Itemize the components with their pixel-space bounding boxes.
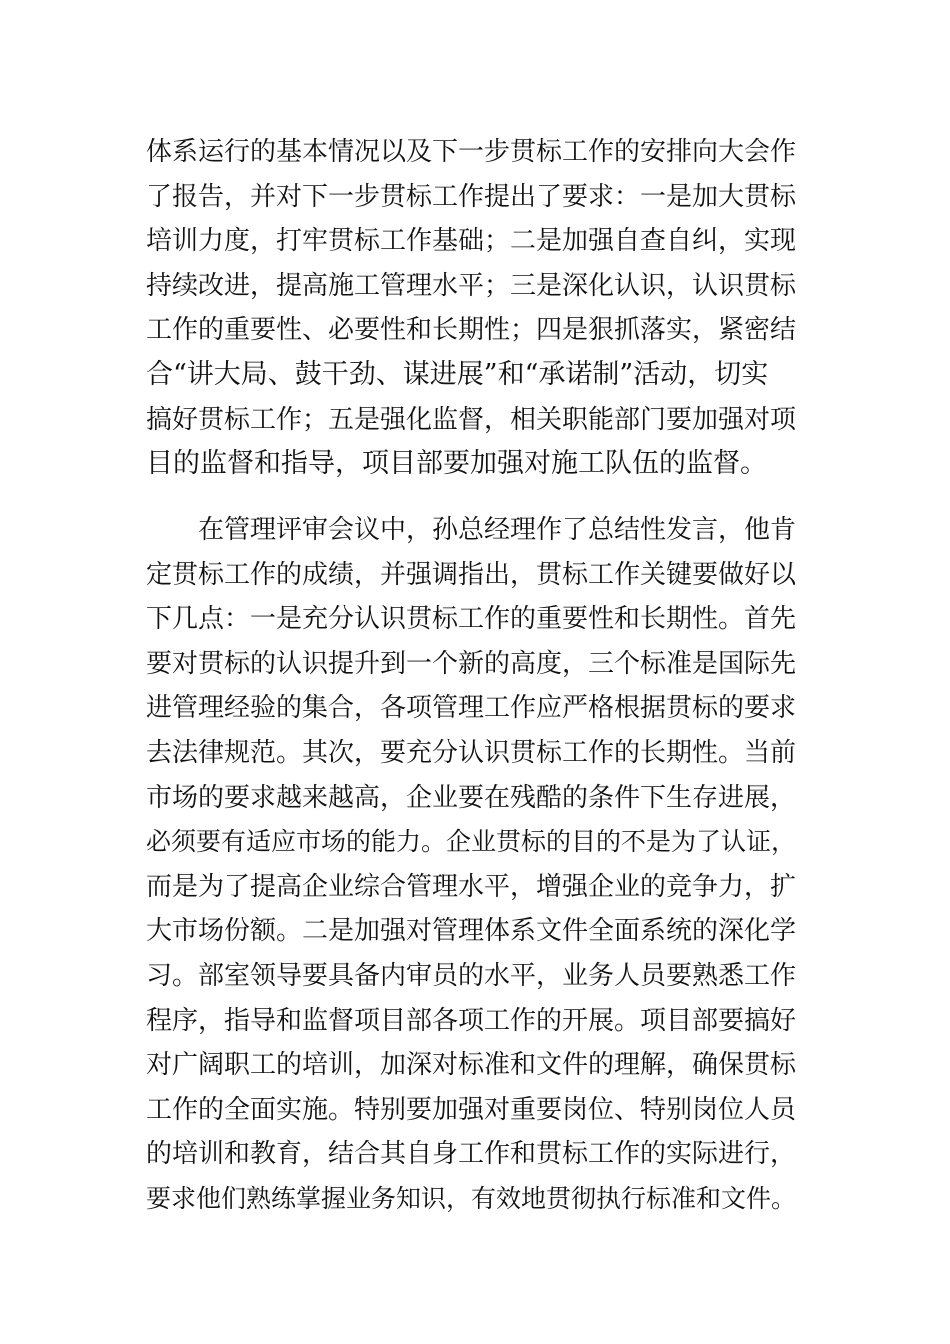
text-line: 下几点：一是充分认识贯标工作的重要性和长期性。首先 [146,604,797,635]
text-line: 而是为了提高企业综合管理水平，增强企业的竞争力，扩 [146,871,797,902]
text-line: 工作的全面实施。特别要加强对重要岗位、特别岗位人员 [146,1094,797,1125]
text-line: 持续改进，提高施工管理水平；三是深化认识，认识贯标 [146,270,797,301]
text-line: 的培训和教育，结合其自身工作和贯标工作的实际进行， [146,1139,797,1170]
text-line: 合“讲大局、鼓干劲、谋进展”和“承诺制”活动，切实 [146,358,769,390]
text-line: 了报告，并对下一步贯标工作提出了要求：一是加大贯标 [146,181,797,212]
text-line: 对广阔职工的培训，加深对标准和文件的理解，确保贯标 [146,1050,797,1081]
text-line: 大市场份额。二是加强对管理体系文件全面系统的深化学 [146,916,797,947]
paragraph-1 [146,130,806,487]
text-line: 定贯标工作的成绩，并强调指出，贯标工作关键要做好以 [146,559,797,590]
text-line: 要求他们熟练掌握业务知识，有效地贯彻执行标准和文件。 [146,1183,797,1213]
text-line: 要对贯标的认识提升到一个新的高度，三个标准是国际先 [146,648,797,679]
text-line: 程序，指导和监督项目部各项工作的开展。项目部要搞好 [146,1005,797,1036]
text-line: 市场的要求越来越高，企业要在残酷的条件下生存进展， [146,782,797,813]
text-line: 进管理经验的集合，各项管理工作应严格根据贯标的要求 [146,693,797,724]
paragraph-2 [146,508,806,1222]
text-line: 必须要有适应市场的能力。企业贯标的目的不是为了认证， [146,827,797,857]
text-line: 搞好贯标工作；五是强化监督，相关职能部门要加强对项 [146,404,797,435]
text-line: 习。部室领导要具备内审员的水平，业务人员要熟悉工作 [146,960,797,991]
text-line: 目的监督和指导，项目部要加强对施工队伍的监督。 [146,448,767,480]
text-line: 在管理评审会议中，孙总经理作了总结性发言，他肯 [146,515,797,545]
text-line: 体系运行的基本情况以及下一步贯标工作的安排向大会作 [146,137,797,167]
text-line: 培训力度，打牢贯标工作基础；二是加强自查自纠，实现 [146,226,797,257]
text-line: 去法律规范。其次，要充分认识贯标工作的长期性。当前 [146,737,797,768]
text-line: 工作的重要性、必要性和长期性；四是狠抓落实，紧密结 [146,315,797,346]
